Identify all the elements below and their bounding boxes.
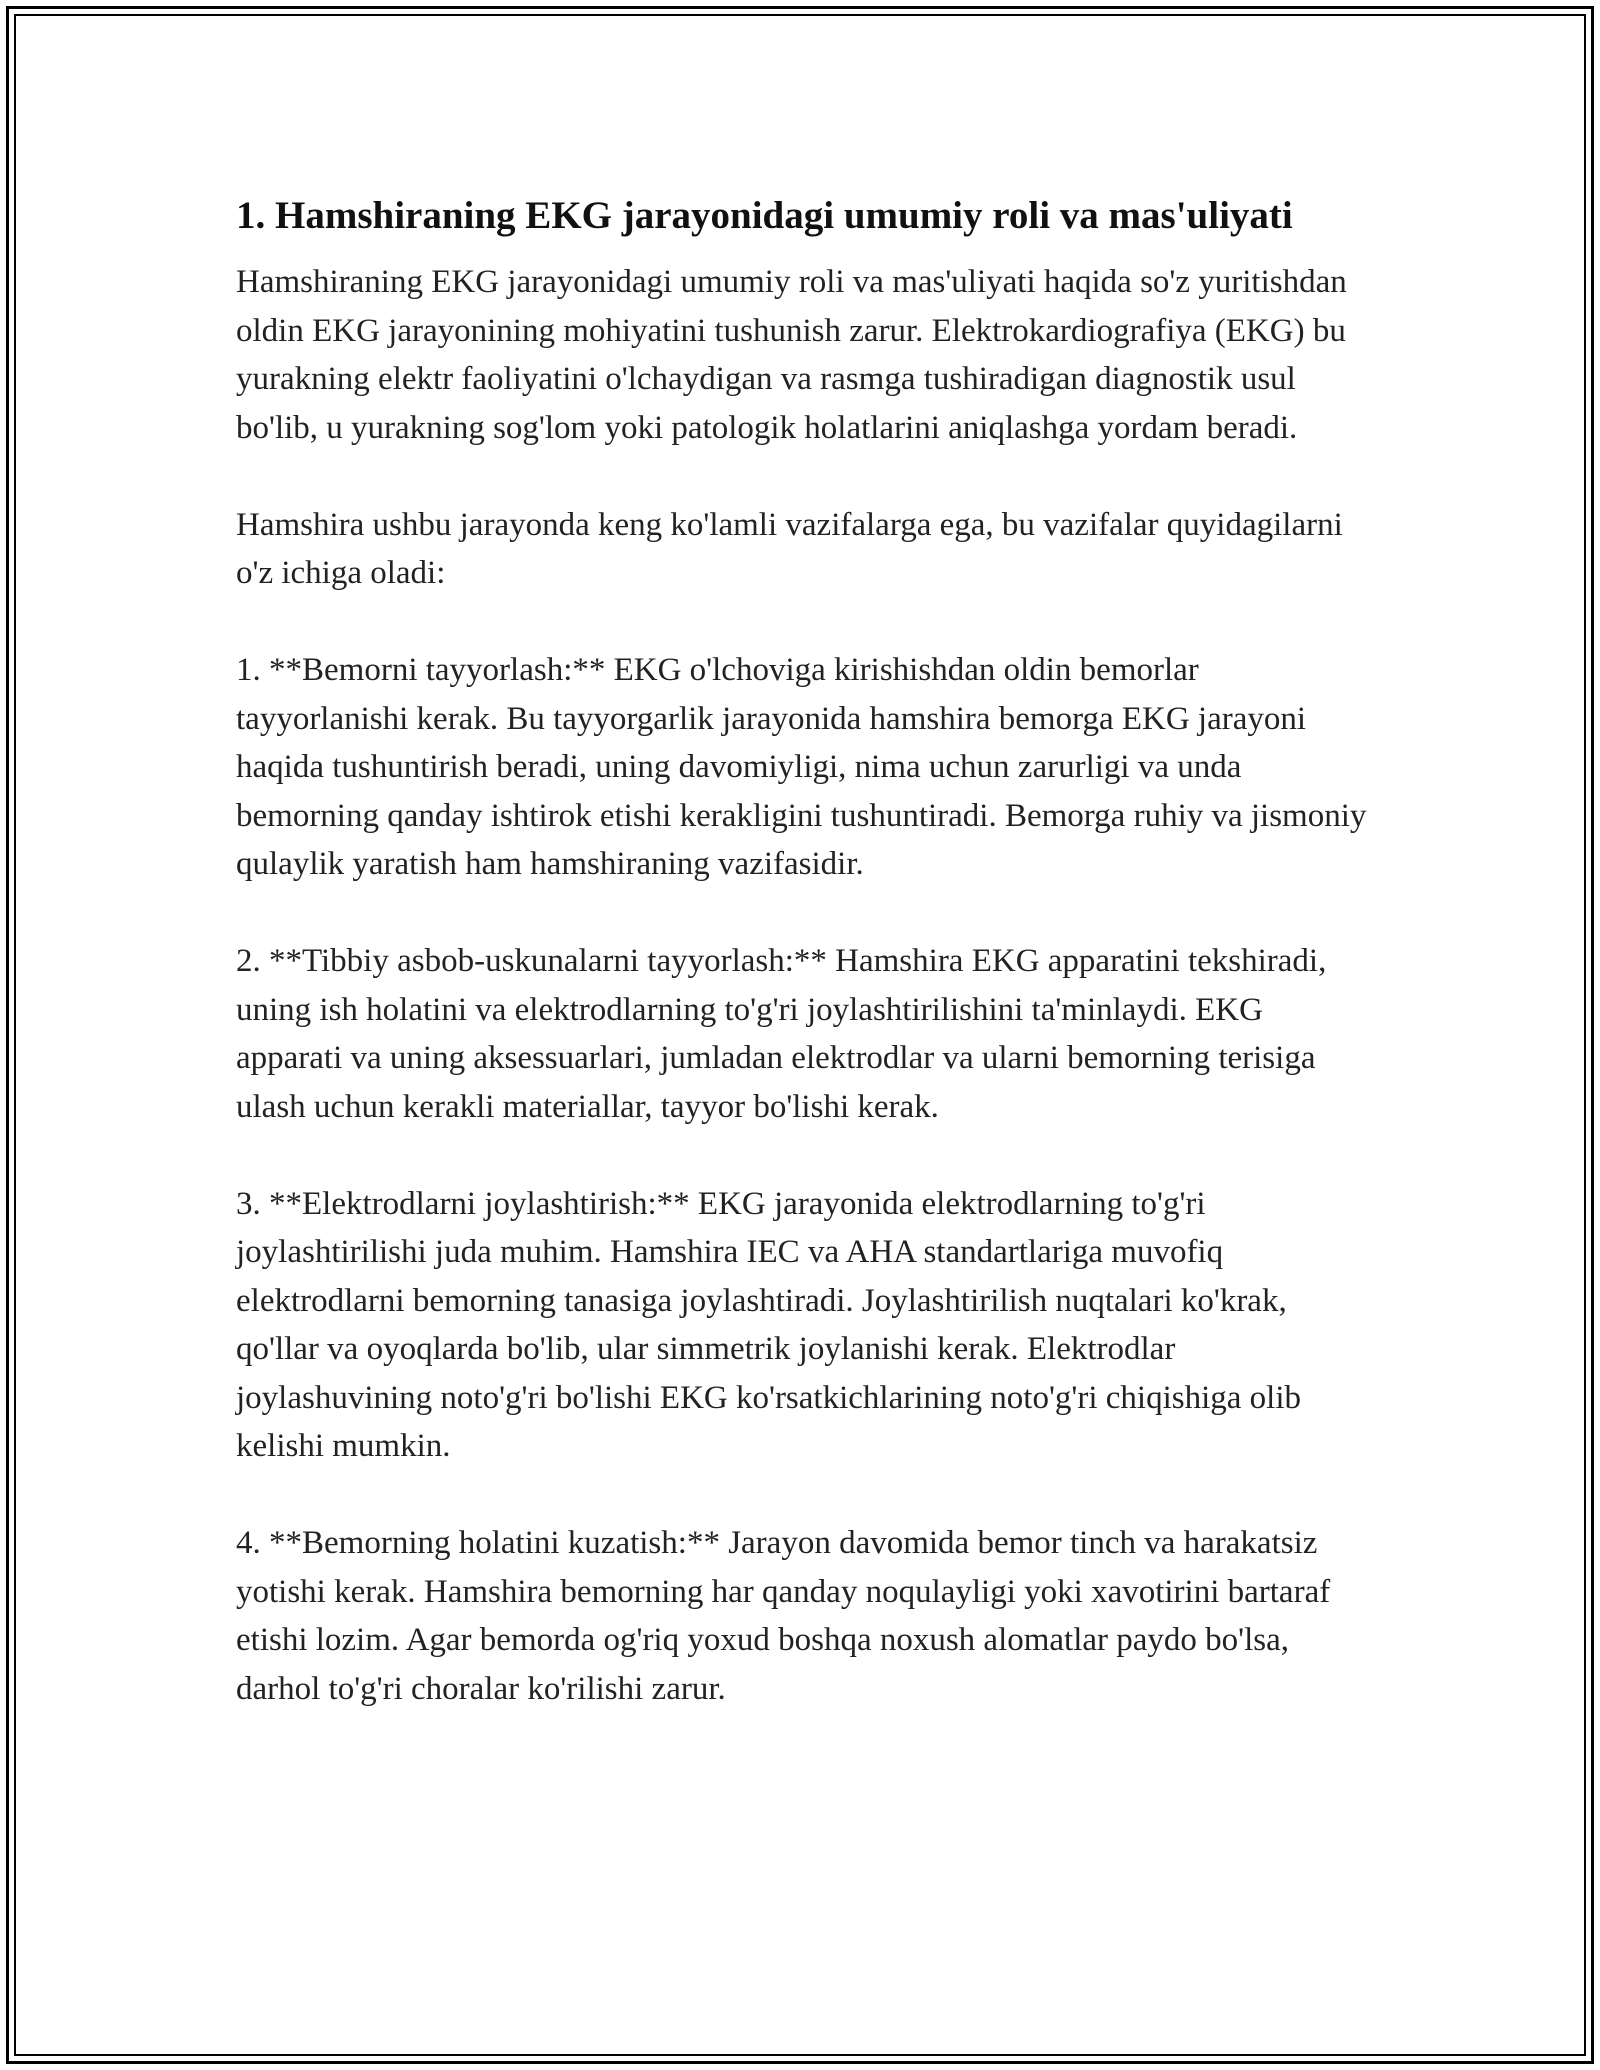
list-item-electrode-placement: 3. **Elektrodlarni joylashtirish:** EKG jarayonida elektrodlarning to'g'ri joylashtirilishi juda muhim. Hamshira IEC va AHA standartlariga muvofiq elektrodlarni bemorning tanasiga joylashtiradi. Joylashtirilish nuqtalari ko'krak, qo'llar va oyoqlarda bo'lib, ular simmetrik joylanishi kerak. Elektrodlar joylashuvining noto'g'ri bo'lishi EKG ko'rsatkichlarining noto'g'ri chiqishiga olib kelishi mumkin.: [236, 1185, 1301, 1464]
list-item-equipment-preparation: 2. **Tibbiy asbob-uskunalarni tayyorlash:** Hamshira EKG apparatini tekshiradi, uning ish holatini va elektrodlarning to'g'ri joylashtirilishini ta'minlaydi. EKG apparati va uning aksessuarlari, jumladan elektrodlar va ularni bemorning terisiga ulash uchun kerakli materiallar, tayyor bo'lishi kerak.: [236, 943, 1327, 1125]
paragraph-intro: Hamshiraning EKG jarayonidagi umumiy roli va mas'uliyati haqida so'z yuritishdan oldin EKG jarayonining mohiyatini tushunish zarur. Elektrokardiografiya (EKG) bu yurakning elektr faoliyatini o'lchaydigan va rasmga tushiradigan diagnostik usul bo'lib, u yurakning sog'lom yoki patologik holatlarini aniqlashga yordam beradi.: [236, 264, 1347, 446]
paragraph-tasks-lead: Hamshira ushbu jarayonda keng ko'lamli vazifalarga ega, bu vazifalar quyidagilarni o'z ichiga oladi:: [236, 506, 1343, 591]
list-item-patient-monitoring: 4. **Bemorning holatini kuzatish:** Jarayon davomida bemor tinch va harakatsiz yotishi kerak. Hamshira bemorning har qanday noqulayligi yoki xavotirini bartaraf etishi lozim. Agar bemorda og'riq yoxud boshqa noxush alomatlar paydo bo'lsa, darhol to'g'ri choralar ko'rilishi zarur.: [236, 1525, 1331, 1707]
list-item-patient-preparation: 1. **Bemorni tayyorlash:** EKG o'lchoviga kirishishdan oldin bemorlar tayyorlanishi kerak. Bu tayyorgarlik jarayonida hamshira bemorga EKG jarayoni haqida tushuntirish beradi, uning davomiyligi, nima uchun zarurligi va unda bemorning qanday ishtirok etishi kerakligini tushuntiradi. Bemorga ruhiy va jismoniy qulaylik yaratish ham hamshiraning vazifasidir.: [236, 652, 1367, 882]
section-heading: 1. Hamshiraning EKG jarayonidagi umumiy roli va mas'uliyati: [236, 194, 1293, 237]
document-body: [236, 188, 1376, 1762]
